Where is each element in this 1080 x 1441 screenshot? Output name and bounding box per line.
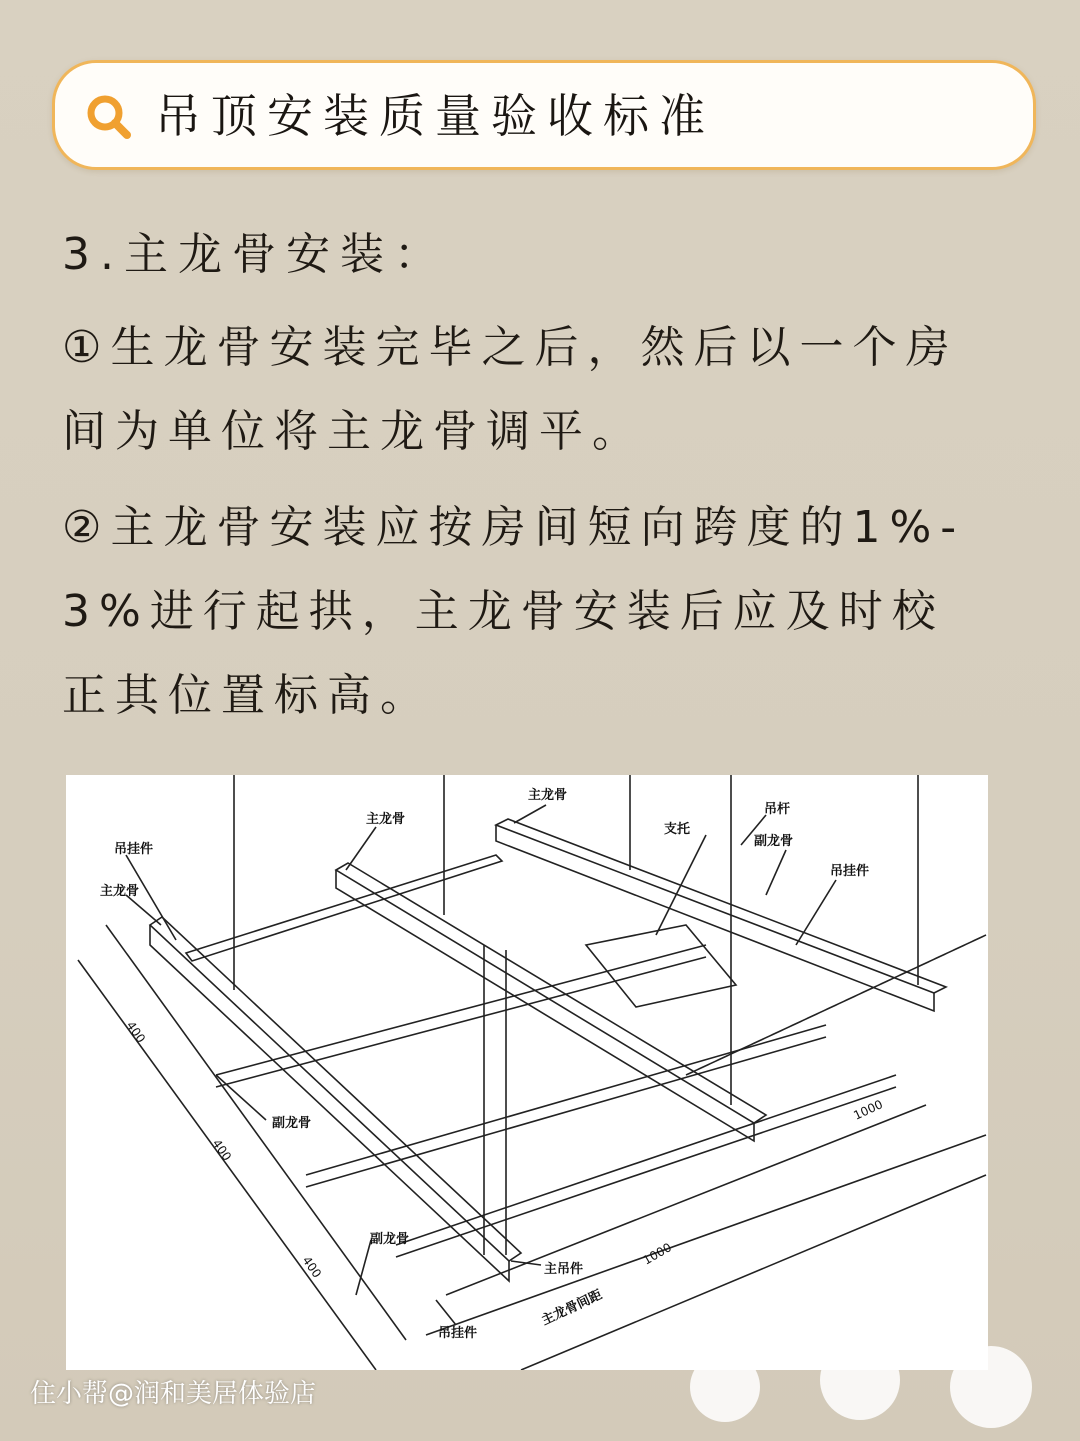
label-main-keel-top: 主龙骨 (528, 788, 568, 803)
section-heading: 3.主龙骨安装： (62, 229, 448, 280)
decorative-flower (690, 1352, 760, 1422)
label-main-keel-left: 主龙骨 (100, 884, 140, 899)
search-bar[interactable] (52, 60, 1036, 170)
label-main-hanger: 主吊件 (544, 1262, 584, 1277)
search-icon (85, 93, 133, 141)
ceiling-keel-diagram (66, 775, 988, 1370)
decorative-flower (950, 1346, 1032, 1428)
keel-diagram-svg (66, 775, 988, 1370)
label-main-keel-center: 主龙骨 (366, 812, 406, 827)
paragraph-1: ①生龙骨安装完毕之后，然后以一个房间为单位将主龙骨调平。 (62, 322, 959, 457)
dimension-left-3: 400 (299, 1253, 325, 1281)
label-hanger-left: 吊挂件 (114, 842, 154, 857)
dimension-bottom-1: 1000 (640, 1240, 674, 1268)
label-secondary-keel-bottom: 副龙骨 (370, 1232, 410, 1247)
article-body (62, 222, 992, 750)
paragraph-2: ②主龙骨安装应按房间短向跨度的1%-3%进行起拱，主龙骨安装后应及时校正其位置标高。 (62, 502, 966, 721)
dimension-left-2: 400 (209, 1136, 235, 1164)
page-title: 吊顶安装质量验收标准 (155, 89, 715, 143)
label-hanger-right: 吊挂件 (830, 864, 870, 879)
label-hanger-bottom: 吊挂件 (438, 1326, 478, 1341)
label-hanger-rod: 吊杆 (764, 802, 791, 817)
watermark: 住小帮@润和美居体验店 (30, 1379, 317, 1409)
dimension-left-1: 400 (123, 1018, 149, 1046)
decorative-flower (820, 1340, 900, 1420)
dimension-right-1: 1000 (851, 1097, 885, 1123)
label-secondary-keel-mid: 副龙骨 (272, 1116, 312, 1131)
label-main-keel-spacing: 主龙骨间距 (539, 1287, 605, 1329)
label-connector: 支托 (664, 822, 691, 837)
label-secondary-keel-right: 副龙骨 (754, 834, 794, 849)
